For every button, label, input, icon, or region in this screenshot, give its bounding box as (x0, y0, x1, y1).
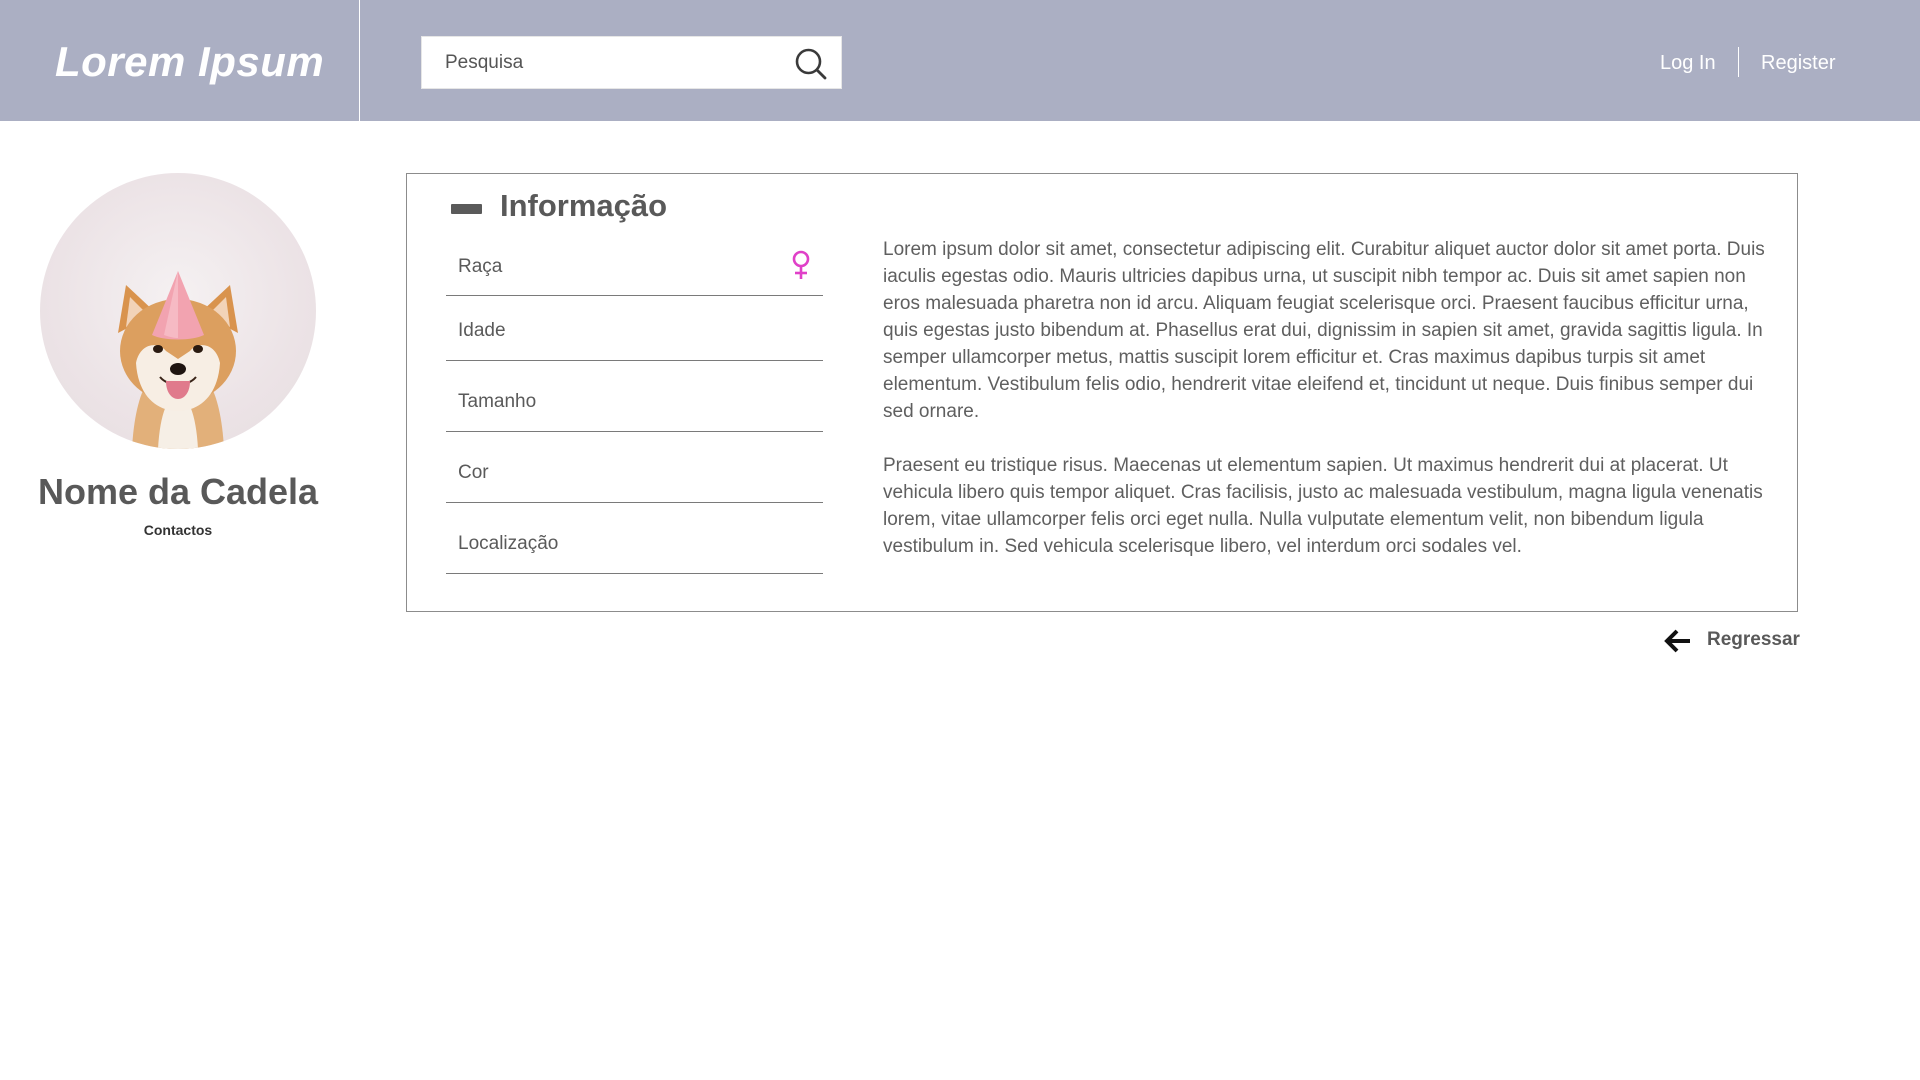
back-button[interactable] (1660, 623, 1800, 657)
field-label: Cor (458, 462, 489, 483)
search-icon[interactable] (794, 47, 828, 81)
search-input[interactable] (422, 37, 782, 88)
field-breed[interactable] (446, 244, 823, 296)
field-color[interactable] (446, 432, 823, 503)
description-text (883, 236, 1773, 587)
info-card (406, 173, 1798, 612)
field-age[interactable] (446, 296, 823, 361)
field-label: Tamanho (458, 391, 537, 412)
field-location[interactable] (446, 503, 823, 574)
nav-separator (1738, 47, 1739, 77)
field-label: Idade (458, 320, 506, 341)
dog-photo-icon (40, 173, 316, 449)
site-logo[interactable]: Lorem Ipsum (55, 38, 325, 85)
minus-icon[interactable] (451, 204, 482, 214)
description-paragraph: Praesent eu tristique risus. Maecenas ut elementum sapien. Ut maximus hendrerit dui at placerat. Ut vehicula libero quis tempor aliquet. Cras facilisis, justo ac malesuada vestibulum, magna ligula venenatis lorem, vitae ullamcorper felis orci eget nulla. Nulla vulputate elementum velit, non bibendum ligula vestibulum in. Sed vehicula scelerisque libero, vel interdum orci sodales vel. (883, 455, 1763, 557)
header-divider (359, 0, 360, 121)
field-label: Raça (458, 256, 503, 277)
profile-name: Nome da Cadela (37, 471, 319, 512)
section-title: Informação (500, 188, 668, 223)
field-label: Localização (458, 533, 559, 554)
register-link[interactable]: Register (1761, 52, 1836, 74)
contacts-link[interactable]: Contactos (143, 522, 213, 538)
field-size[interactable] (446, 361, 823, 432)
arrow-left-icon (1663, 629, 1691, 653)
female-icon (791, 250, 811, 280)
top-header (0, 0, 1920, 121)
back-label: Regressar (1707, 629, 1800, 650)
description-paragraph: Lorem ipsum dolor sit amet, consectetur adipiscing elit. Curabitur aliquet auctor dolor sit amet porta. Duis iaculis egestas odio. Mauris ultricies dapibus urna, ut suscipit nibh tempor ac. Duis sit amet sapien non eros malesuada pharetra non id arcu. Aliquam feugiat scelerisque orci. Praesent faucibus efficitur urna, quis egestas justo bibendum at. Phasellus erat dui, dignissim in sapien sit amet, gravida sagittis ligula. In semper ullamcorper metus, mattis suscipit lorem efficitur et. Cras maximus dapibus turpis sit amet elementum. Vestibulum felis odio, hendrerit vitae eleifend et, tincidunt ut neque. Duis finibus semper dui sed ornare. (883, 239, 1765, 422)
dog-avatar (40, 173, 316, 449)
search-box (421, 36, 842, 89)
login-link[interactable]: Log In (1660, 52, 1716, 74)
